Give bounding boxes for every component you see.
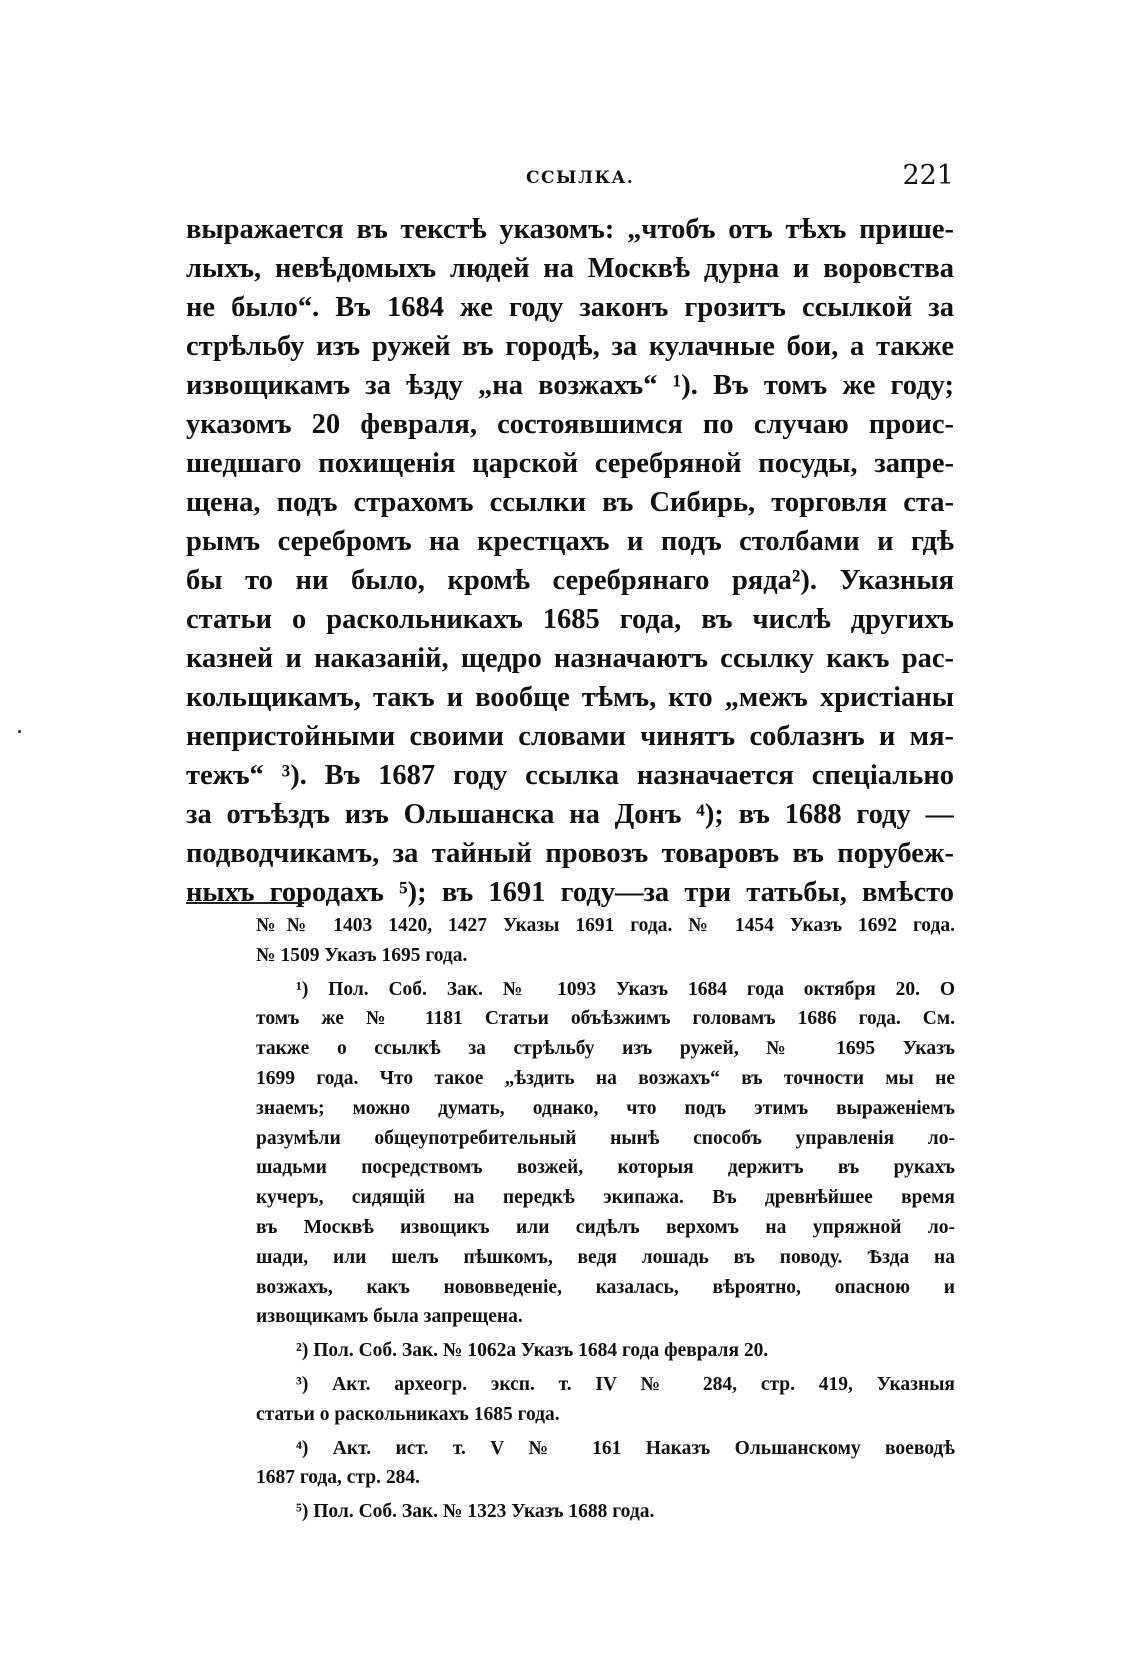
text-line: указомъ 20 февраля, состоявшимся по случаю проис- <box>186 409 954 440</box>
footnote-line: 1699 года. Что такое „ѣздить на возжахъ“ въ точности мы не <box>256 1067 955 1089</box>
footnote-line: ⁵) Пол. Соб. Зак. № 1323 Указъ 1688 года. <box>296 1501 655 1523</box>
footnote-line: ¹) Пол. Соб. Зак. № 1093 Указъ 1684 года октября 20. О <box>296 978 955 1000</box>
footnote-line: кучеръ, сидящій на передкѣ экипажа. Въ древнѣйшее время <box>256 1187 955 1209</box>
text-line: не было“. Въ 1684 же году законъ грозитъ ссылкой за <box>186 292 954 323</box>
footnote-4 <box>256 1434 955 1494</box>
footnote-2 <box>256 1336 955 1366</box>
footnote-line: № 1509 Указъ 1695 года. <box>256 944 468 966</box>
footnotes <box>256 911 955 1527</box>
text-line: выражается въ текстѣ указомъ: „чтобъ отъ тѣхъ прише- <box>186 214 954 245</box>
footnote-separator <box>186 902 304 904</box>
text-line: извощикамъ за ѣзду „на возжахъ“ ¹). Въ томъ же году; <box>186 370 954 401</box>
footnote-line: шадьми посредствомъ возжей, которыя держитъ въ рукахъ <box>256 1157 955 1179</box>
footnote-line: томъ же № 1181 Статьи объѣзжимъ головамъ 1686 года. См. <box>256 1008 955 1030</box>
text-line: подводчикамъ, за тайный провозъ товаровъ въ порубеж- <box>186 838 954 869</box>
text-line: бы то ни было, кромѣ серебрянаго ряда²). Указныя <box>186 565 954 596</box>
page-header <box>186 160 954 200</box>
footnote-line: шади, или шелъ пѣшкомъ, ведя лошадь въ поводу. Ѣзда на <box>256 1246 955 1268</box>
scan-speck <box>18 730 21 733</box>
footnote-continuation <box>256 911 955 971</box>
text-line: стрѣльбу изъ ружей въ городѣ, за кулачные бои, а также <box>186 331 954 362</box>
text-line: шедшаго похищенія царской серебряной посуды, запре- <box>186 448 954 479</box>
footnote-line: ⁴) Акт. ист. т. V № 161 Наказъ Ольшанскому воеводѣ <box>296 1437 955 1459</box>
text-line: казней и наказаній, щедро назначаютъ ссылку какъ рас- <box>186 643 954 674</box>
footnote-line: извощикамъ была запрещена. <box>256 1306 523 1328</box>
footnote-line: ³) Акт. археогр. эксп. т. IV № 284, стр. 419, Указныя <box>296 1373 955 1395</box>
footnote-1 <box>256 975 955 1333</box>
footnote-line: статьи о раскольникахъ 1685 года. <box>256 1403 560 1425</box>
text-line: кольщикамъ, такъ и вообще тѣмъ, кто „межъ христіаны <box>186 682 954 713</box>
footnote-line: ²) Пол. Соб. Зак. № 1062а Указъ 1684 года февраля 20. <box>296 1340 769 1362</box>
footnote-line: 1687 года, стр. 284. <box>256 1467 420 1489</box>
footnote-line: знаемъ; можно думать, однако, что подъ этимъ выраженіемъ <box>256 1097 955 1119</box>
page-number: 221 <box>902 160 954 191</box>
text-line: лыхъ, невѣдомыхъ людей на Москвѣ дурна и воровства <box>186 253 954 284</box>
footnote-line: возжахъ, какъ нововведеніе, казалась, вѣроятно, опасною и <box>256 1276 955 1298</box>
footnote-3 <box>256 1370 955 1430</box>
text-line: статьи о раскольникахъ 1685 года, въ числѣ другихъ <box>186 604 954 635</box>
text-line: рымъ серебромъ на крестцахъ и подъ столбами и гдѣ <box>186 526 954 557</box>
footnote-line: №№ 1403 1420, 1427 Указы 1691 года. № 1454 Указъ 1692 года. <box>256 915 955 936</box>
text-line: тежъ“ ³). Въ 1687 году ссылка назначается спеціально <box>186 760 954 791</box>
footnote-line: въ Москвѣ извощикъ или сидѣлъ верхомъ на упряжной ло- <box>256 1216 955 1238</box>
footnote-5 <box>256 1497 955 1527</box>
footnote-line: разумѣли общеупотребительный нынѣ способъ управленія ло- <box>256 1127 955 1149</box>
text-line: ныхъ городахъ ⁵); въ 1691 году—за три татьбы, вмѣсто <box>186 877 954 908</box>
running-title: ССЫЛКА. <box>526 168 635 188</box>
text-line: непристойными своими словами чинятъ соблазнъ и мя- <box>186 721 954 752</box>
footnote-line: также о ссылкѣ за стрѣльбу изъ ружей, № 1695 Указъ <box>256 1038 955 1060</box>
main-text <box>186 210 954 912</box>
text-line: щена, подъ страхомъ ссылки въ Сибирь, торговля ста- <box>186 487 954 518</box>
text-line: за отъѣздъ изъ Ольшанска на Донъ ⁴); въ 1688 году — <box>186 799 954 830</box>
